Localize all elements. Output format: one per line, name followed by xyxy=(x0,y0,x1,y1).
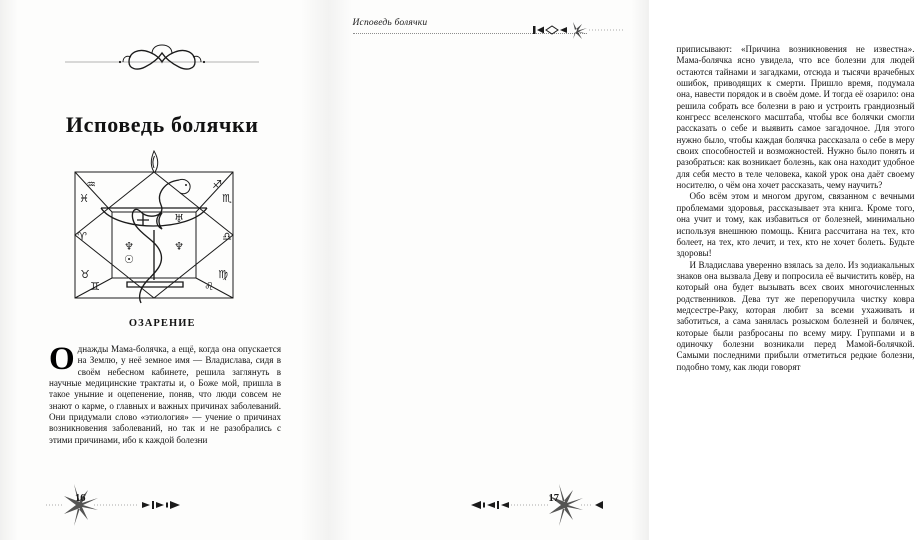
paragraph xyxy=(677,260,915,373)
svg-text:♎: ♎ xyxy=(222,230,233,243)
starburst-ornament xyxy=(64,484,98,526)
arrow-ornament xyxy=(471,501,509,509)
paragraph xyxy=(677,44,915,191)
svg-text:♊: ♊ xyxy=(90,280,101,293)
right-page xyxy=(325,0,915,540)
left-page xyxy=(0,0,325,540)
page-number: 16 xyxy=(75,493,86,504)
svg-text:♒: ♒ xyxy=(86,178,97,191)
svg-text:♌: ♌ xyxy=(204,280,215,293)
drop-cap: О xyxy=(49,341,75,377)
svg-text:♆: ♆ xyxy=(174,240,185,253)
svg-text:♅: ♅ xyxy=(174,212,185,225)
paragraph-text: Обо всём этом и многом другом, связанном с вечными проблемами здоровья, рассказывает эта книга. Кроме того, она учит и тому, как избавиться от болезней, минимально используя внешнюю помощь. Книга рассчитана на тех, кто болеет, на тех, кто лечит, и тех, кто не хочет болеть. Будьте здоровы! xyxy=(676,191,915,259)
arrow-ornament xyxy=(142,501,180,509)
svg-text:♐: ♐ xyxy=(212,178,223,191)
svg-text:♏: ♏ xyxy=(222,192,233,205)
paragraph xyxy=(677,191,915,259)
paragraph xyxy=(49,341,281,446)
svg-text:♈: ♈ xyxy=(77,230,88,243)
zodiac-caduceus-illustration xyxy=(57,150,267,305)
svg-text:♓: ♓ xyxy=(79,192,90,205)
svg-text:☉: ☉ xyxy=(124,253,135,266)
starburst-ornament xyxy=(549,484,583,526)
flourish-ornament xyxy=(57,40,267,74)
left-page-body xyxy=(49,341,281,446)
paragraph-text: И Владислава уверенно взялась за дело. Из зодиакальных знаков она вызвала Деву и попросила её вычистить ковёр, на который она будет вызывать всех своих многочисленных родственников. Дева тут же перепоручила чистку ковра медсестре-Раку, которая любит за всеми ухаживать и заботиться, а сама занялась розыском болезней и болячек, которые были разбросаны по всему миру. Группами и в одиночку болезни возникали перед Мамой-болячкой. Самыми последними прибыли отметиться редкие болезни, подобно тому, как люди говорят xyxy=(676,259,915,372)
star-rule-ornament xyxy=(533,22,623,38)
left-page-folio xyxy=(46,484,296,524)
paragraph-text: днажды Мама-болячка, а ещё, когда она опускается на Землю, у неё земное имя — Владислава, сидя в своём небесном кабинете, решила заглянуть в научные медицинские трактаты и, о Боже мой, пришла в такое уныние и оцепенение, поняв, что люди совсем не знают о карме, о главных и важных причинах заболеваний. Они придумали слово «этиология» — учение о причинах возникновения заболеваний, но так и не разобрались с этими причинами, ибо к каждой болезни xyxy=(49,344,281,445)
right-page-folio xyxy=(353,484,603,524)
svg-text:♆: ♆ xyxy=(124,240,135,253)
section-heading: ОЗАРЕНИЕ xyxy=(128,318,196,329)
running-head-title: Исповедь болячки xyxy=(352,18,428,28)
chapter-title: Исповедь болячки xyxy=(65,112,259,137)
paragraph-text: приписывают: «Причина возникновения не известна». Мама-болячка ясно увидела, что все болезни для людей остаются тайнами и загадками, отсюда и тысячи врачебных ошибок, приводящих к смерти. Пришло время, подумала она, навести порядок и в своём доме. И тогда её озарило: она решила собрать все болезни в раю и устроить грандиозный конгресс вселенского масштаба, чтобы все болячки смогли рассказать о себе и выявить самое загадочное. Для этого нужно было, чтобы каждая болячка рассказала о себе в меру своих способностей и возможностей. Нужно было понять и разобраться: как возникает болезнь, как она находит удобное для себя место в теле человека, какой урок она даёт своему носителю, о чём она хочет рассказать, чему научить? xyxy=(676,44,915,191)
svg-text:♉: ♉ xyxy=(80,268,91,281)
running-head xyxy=(353,18,632,38)
page-number: 17 xyxy=(548,493,559,504)
right-page-body xyxy=(677,44,915,373)
svg-text:♍: ♍ xyxy=(218,268,229,281)
